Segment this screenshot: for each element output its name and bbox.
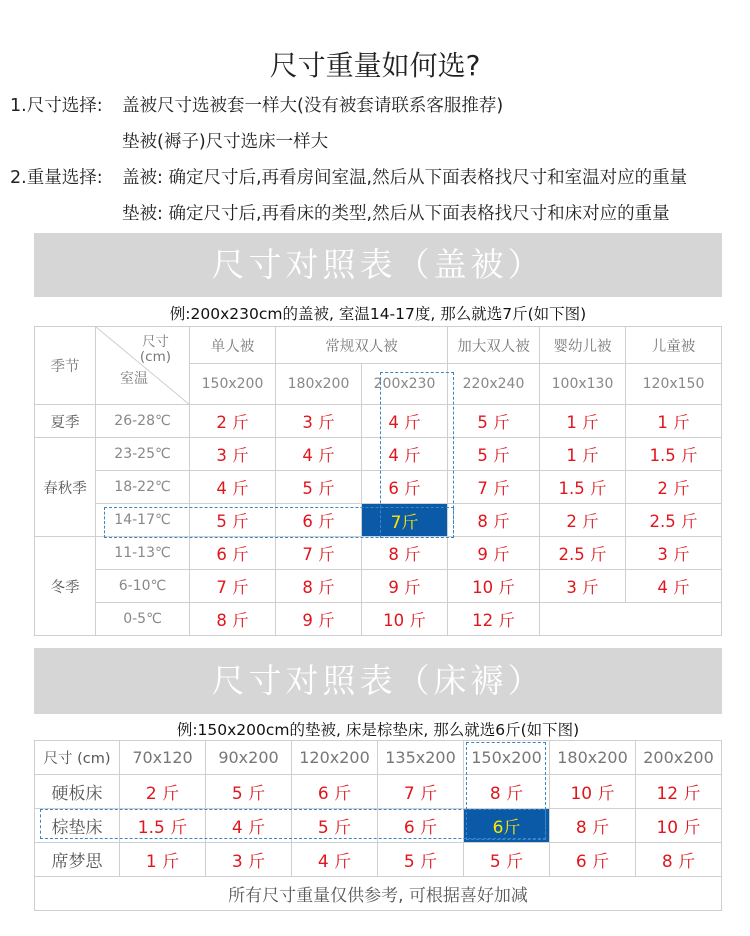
weight-cell: 8 斤 xyxy=(362,537,448,570)
season-winter: 冬季 xyxy=(35,537,96,636)
weight-cell: 2 斤 xyxy=(540,504,626,537)
weight-selection-label: 2.重量选择: xyxy=(10,168,103,188)
weight-cell: 1 斤 xyxy=(540,405,626,438)
size-header: 150x200 xyxy=(464,741,550,775)
weight-cell: 4 斤 xyxy=(276,438,362,471)
corner-size-label: 尺寸 xyxy=(141,334,169,350)
table-row xyxy=(35,775,722,809)
weight-cell: 7 斤 xyxy=(190,570,276,603)
size-header: 180x200 xyxy=(550,741,636,775)
weight-cell: 1.5 斤 xyxy=(626,438,722,471)
size-selection-mattress-text: 垫被(褥子)尺寸选床一样大 xyxy=(122,132,329,152)
size-header: 135x200 xyxy=(378,741,464,775)
temp-cell: 11-13℃ xyxy=(96,537,190,570)
highlighted-weight-cell: 6斤 xyxy=(464,809,550,843)
weight-cell: 4 斤 xyxy=(362,438,448,471)
size-header: 90x200 xyxy=(206,741,292,775)
mattress-size-table xyxy=(34,740,722,911)
quilt-size-table xyxy=(34,326,722,636)
weight-cell: 10 斤 xyxy=(448,570,540,603)
table-row xyxy=(35,603,722,636)
weight-cell: 5 斤 xyxy=(448,438,540,471)
weight-cell: 5 斤 xyxy=(464,843,550,877)
weight-cell: 10 斤 xyxy=(636,809,722,843)
weight-cell: 5 斤 xyxy=(206,775,292,809)
size-header: 120x150 xyxy=(626,364,722,405)
weight-cell: 6 斤 xyxy=(550,843,636,877)
corner-temp-label: 室温 xyxy=(120,371,148,387)
weight-cell: 12 斤 xyxy=(448,603,540,636)
size-header: 100x130 xyxy=(540,364,626,405)
weight-cell: 5 斤 xyxy=(276,471,362,504)
weight-cell: 5 斤 xyxy=(292,809,378,843)
table-row xyxy=(35,438,722,471)
table-row xyxy=(35,570,722,603)
size-selection-label: 1.尺寸选择: xyxy=(10,96,103,116)
weight-cell: 2 斤 xyxy=(190,405,276,438)
highlighted-weight-cell: 7斤 xyxy=(362,504,448,537)
size-header: 220x240 xyxy=(448,364,540,405)
group-child-quilt: 儿童被 xyxy=(626,327,722,364)
weight-cell: 6 斤 xyxy=(378,809,464,843)
weight-cell: 1.5 斤 xyxy=(120,809,206,843)
group-large-double-quilt: 加大双人被 xyxy=(448,327,540,364)
mattress-table-banner: 尺寸对照表（床褥） xyxy=(34,648,722,714)
weight-cell: 5 斤 xyxy=(190,504,276,537)
size-temp-corner-cell xyxy=(96,327,190,405)
weight-cell: 3 斤 xyxy=(626,537,722,570)
weight-cell: 1 斤 xyxy=(540,438,626,471)
season-summer: 夏季 xyxy=(35,405,96,438)
weight-cell: 3 斤 xyxy=(276,405,362,438)
season-header: 季节 xyxy=(35,327,96,405)
weight-cell: 8 斤 xyxy=(448,504,540,537)
weight-cell: 12 斤 xyxy=(636,775,722,809)
weight-cell: 7 斤 xyxy=(448,471,540,504)
weight-cell: 5 斤 xyxy=(448,405,540,438)
bed-type-label: 席梦思 xyxy=(35,843,120,877)
weight-cell: 8 斤 xyxy=(190,603,276,636)
weight-cell: 1.5 斤 xyxy=(540,471,626,504)
temp-cell: 6-10℃ xyxy=(96,570,190,603)
season-spring-autumn: 春秋季 xyxy=(35,438,96,537)
weight-cell: 3 斤 xyxy=(540,570,626,603)
size-header: 70x120 xyxy=(120,741,206,775)
temp-cell: 26-28℃ xyxy=(96,405,190,438)
size-header: 150x200 xyxy=(190,364,276,405)
weight-cell: 5 斤 xyxy=(378,843,464,877)
size-header: 120x200 xyxy=(292,741,378,775)
corner-unit-label: (cm) xyxy=(139,349,171,365)
weight-cell: 3 斤 xyxy=(206,843,292,877)
temp-cell: 23-25℃ xyxy=(96,438,190,471)
temp-cell: 14-17℃ xyxy=(96,504,190,537)
bed-type-label: 棕垫床 xyxy=(35,809,120,843)
weight-cell: 4 斤 xyxy=(362,405,448,438)
quilt-table-banner: 尺寸对照表（盖被） xyxy=(34,233,722,297)
weight-cell: 9 斤 xyxy=(448,537,540,570)
weight-cell: 4 斤 xyxy=(206,809,292,843)
weight-cell: 2 斤 xyxy=(626,471,722,504)
mattress-example-text: 例:150x200cm的垫被, 床是棕垫床, 那么就选6斤(如下图) xyxy=(176,721,580,739)
table-row xyxy=(35,843,722,877)
group-baby-quilt: 婴幼儿被 xyxy=(540,327,626,364)
size-header: 180x200 xyxy=(276,364,362,405)
table-row xyxy=(35,471,722,504)
weight-cell: 10 斤 xyxy=(550,775,636,809)
page-title: 尺寸重量如何选? xyxy=(269,49,481,82)
table-row xyxy=(35,537,722,570)
disclaimer-note: 所有尺寸重量仅供参考, 可根据喜好加减 xyxy=(35,877,722,911)
weight-cell: 6 斤 xyxy=(362,471,448,504)
table-row-highlighted xyxy=(35,504,722,537)
weight-cell: 10 斤 xyxy=(362,603,448,636)
weight-cell: 8 斤 xyxy=(636,843,722,877)
weight-cell: 6 斤 xyxy=(276,504,362,537)
mattress-size-header: 尺寸 (cm) xyxy=(35,741,120,775)
weight-cell: 8 斤 xyxy=(464,775,550,809)
size-header: 200x230 xyxy=(362,364,448,405)
weight-cell: 4 斤 xyxy=(292,843,378,877)
table-row xyxy=(35,405,722,438)
weight-cell: 2 斤 xyxy=(120,775,206,809)
quilt-example-text: 例:200x230cm的盖被, 室温14-17度, 那么就选7斤(如下图) xyxy=(169,305,587,323)
weight-cell: 3 斤 xyxy=(190,438,276,471)
weight-cell: 6 斤 xyxy=(190,537,276,570)
empty-cell xyxy=(540,603,722,636)
weight-cell: 9 斤 xyxy=(362,570,448,603)
weight-selection-mattress-text: 垫被: 确定尺寸后,再看床的类型,然后从下面表格找尺寸和床对应的重量 xyxy=(122,204,670,224)
bed-type-label: 硬板床 xyxy=(35,775,120,809)
weight-selection-quilt-text: 盖被: 确定尺寸后,再看房间室温,然后从下面表格找尺寸和室温对应的重量 xyxy=(122,168,688,188)
weight-cell: 2.5 斤 xyxy=(540,537,626,570)
group-double-quilt: 常规双人被 xyxy=(276,327,448,364)
weight-cell: 8 斤 xyxy=(550,809,636,843)
weight-cell: 1 斤 xyxy=(626,405,722,438)
group-single-quilt: 单人被 xyxy=(190,327,276,364)
weight-cell: 7 斤 xyxy=(378,775,464,809)
size-selection-quilt-text: 盖被尺寸选被套一样大(没有被套请联系客服推荐) xyxy=(122,96,504,116)
weight-cell: 2.5 斤 xyxy=(626,504,722,537)
temp-cell: 18-22℃ xyxy=(96,471,190,504)
weight-cell: 4 斤 xyxy=(190,471,276,504)
weight-cell: 8 斤 xyxy=(276,570,362,603)
temp-cell: 0-5℃ xyxy=(96,603,190,636)
weight-cell: 4 斤 xyxy=(626,570,722,603)
weight-cell: 7 斤 xyxy=(276,537,362,570)
weight-cell: 9 斤 xyxy=(276,603,362,636)
weight-cell: 1 斤 xyxy=(120,843,206,877)
weight-cell: 6 斤 xyxy=(292,775,378,809)
table-row-highlighted xyxy=(35,809,722,843)
size-header: 200x200 xyxy=(636,741,722,775)
